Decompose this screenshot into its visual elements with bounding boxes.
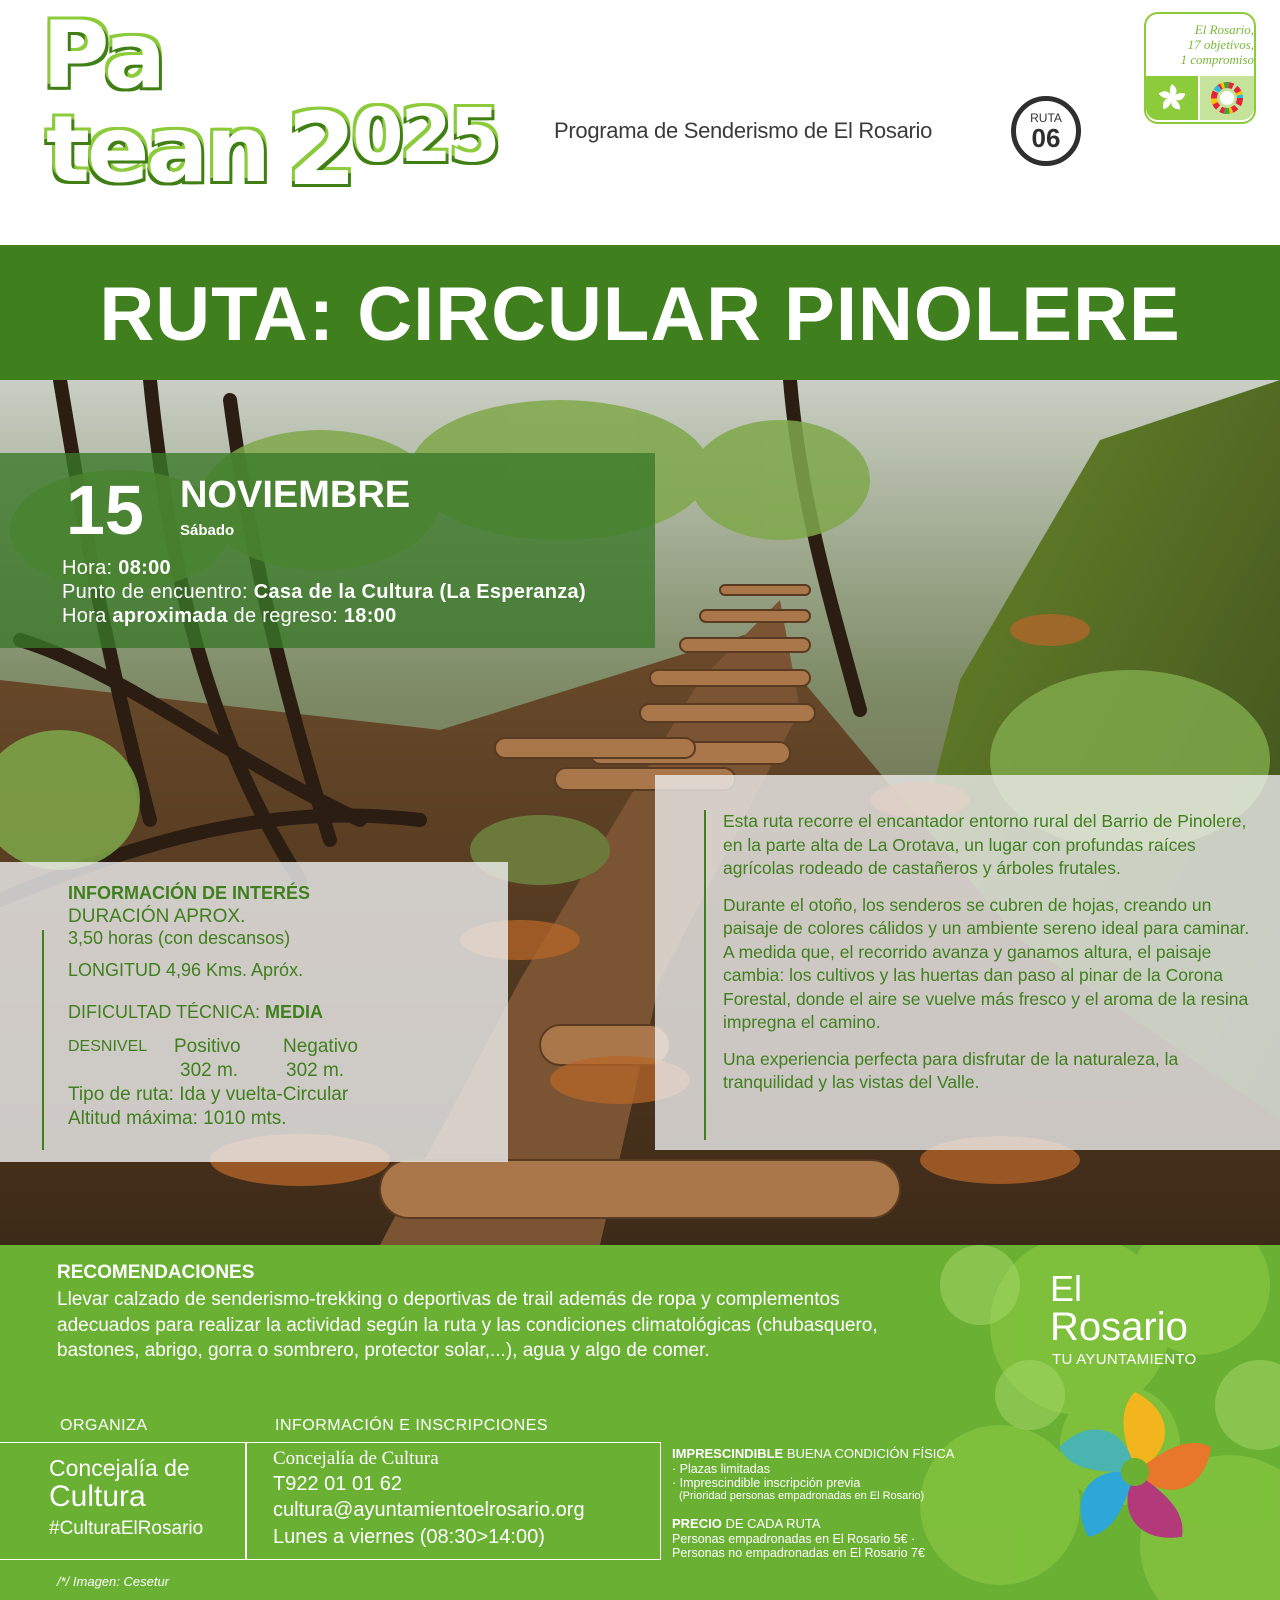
price-heading xyxy=(672,1516,821,1531)
inscripciones-email[interactable]: cultura@ayuntamientoelrosario.org xyxy=(273,1499,585,1521)
description-divider xyxy=(704,810,706,1140)
return-time-label: Hora xyxy=(62,605,113,627)
organiza-hashtag: #CulturaElRosario xyxy=(49,1518,204,1539)
info-divider xyxy=(42,930,44,1150)
inscripciones-phone[interactable]: T922 01 01 62 xyxy=(273,1473,402,1495)
ods-text-line: 1 compromiso xyxy=(1180,52,1254,67)
condition-heading-bold: IMPRESCINDIBLE xyxy=(672,1446,784,1461)
organiza-line2: Cultura xyxy=(49,1480,146,1513)
logo-year-2: 2 xyxy=(287,91,353,208)
meeting-point-value: Casa de la Cultura (La Esperanza) xyxy=(253,581,586,603)
ayuntamiento-sun-logo-icon xyxy=(1045,1382,1225,1562)
inscripciones-org: Concejalía de Cultura xyxy=(273,1448,439,1469)
description-paragraph: Durante el otoño, los senderos se cubren de hojas, creando un paisaje de colores cálidos y un ambiente sereno ideal para caminar. A medida que, el recorrido avanza y ganamos altura, el paisaje cambia: los cultivos y las huertas dan paso al pinar de la Corona Forestal, donde el aire se vuelve más fresco y el aroma de la resina impregna el camino. xyxy=(723,894,1250,1032)
price-item: Personas no empadronadas en El Rosario 7€ xyxy=(672,1546,925,1560)
ayuntamiento-line2: Rosario xyxy=(1050,1305,1188,1349)
return-time xyxy=(62,604,397,628)
difficulty-value: MEDIA xyxy=(265,1002,324,1022)
start-time-value: 08:00 xyxy=(118,557,171,579)
price-heading-rest: DE CADA RUTA xyxy=(721,1516,821,1531)
difficulty-label: DIFICULTAD TÉCNICA: xyxy=(68,1002,266,1022)
sdg-wheel-icon xyxy=(1200,76,1254,120)
condition-note: (Prioridad personas empadronadas en El Rosario) xyxy=(679,1490,925,1502)
condition-item: · Imprescindible inscripción previa xyxy=(672,1476,861,1490)
start-time xyxy=(62,556,171,580)
price-heading-bold: PRECIO xyxy=(672,1516,722,1531)
description-paragraph: Esta ruta recorre el encantador entorno rural del Barrio de Pinolere, en la parte alta de La Orotava, un lugar con profundas raíces agrícolas rodeado de castañeros y árboles frutales. xyxy=(723,811,1247,878)
logo-pa: Pa xyxy=(42,2,164,109)
description-paragraph: Una experiencia perfecta para disfrutar de la naturaleza, la tranquilidad y las vistas del Valle. xyxy=(723,1048,1179,1092)
logo-year-025: 025 xyxy=(352,93,498,179)
route-title: RUTA: CIRCULAR PINOLERE xyxy=(99,272,1181,357)
difficulty xyxy=(68,1002,323,1023)
info-heading: INFORMACIÓN DE INTERÉS xyxy=(68,883,311,903)
date-day: 15 xyxy=(66,471,144,549)
ods-text xyxy=(1164,22,1254,67)
return-time-label-end: de regreso: xyxy=(227,605,344,627)
price-item: Personas empadronadas en El Rosario 5€ · xyxy=(672,1532,916,1546)
recommendations-text: Llevar calzado de senderismo-trekking o deportivas de trail además de ropa y complementos adecuados para realizar la actividad según la ruta y las condiciones climatológicas (chubasquero, bastones, abrigo, gorra o sombrero, protector solar,...), agua y algo de comer. xyxy=(57,1289,878,1361)
date-month: NOVIEMBRE xyxy=(180,474,411,516)
duration-value: 3,50 horas (con descansos) xyxy=(68,928,291,948)
elevation-label: DESNIVEL xyxy=(68,1038,148,1055)
ods-text-line: 17 objetivos, xyxy=(1187,37,1254,52)
max-altitude: Altitud máxima: 1010 mts. xyxy=(68,1108,287,1129)
positive-value: 302 m. xyxy=(180,1060,239,1081)
meeting-point xyxy=(62,580,586,604)
return-time-value: 18:00 xyxy=(343,605,397,627)
condition-heading-rest: BUENA CONDICIÓN FÍSICA xyxy=(783,1446,955,1461)
date-weekday: Sábado xyxy=(180,522,235,539)
meeting-point-label: Punto de encuentro: xyxy=(62,581,254,603)
rosario-sun-icon xyxy=(1146,76,1198,120)
condition-item: · Plazas limitadas xyxy=(672,1462,770,1476)
return-time-label-bold: aproximada xyxy=(112,605,228,627)
description-text xyxy=(723,810,1253,1108)
negative-label: Negativo xyxy=(283,1036,358,1057)
route-type: Tipo de ruta: Ida y vuelta-Circular xyxy=(68,1084,349,1105)
image-credit: /*/ Imagen: Cesetur xyxy=(57,1574,169,1589)
ruta-badge-label: RUTA xyxy=(1030,111,1062,125)
organiza-line1: Concejalía de xyxy=(49,1455,190,1481)
length-value: LONGITUD 4,96 Kms. Apróx. xyxy=(68,960,304,980)
ods-text-line: El Rosario, xyxy=(1194,22,1254,37)
ayuntamiento-line1: El xyxy=(1050,1268,1083,1309)
ruta-badge xyxy=(1011,96,1081,166)
ruta-badge-number: 06 xyxy=(1031,123,1061,153)
negative-value: 302 m. xyxy=(286,1060,345,1081)
duration-label: DURACIÓN APROX. xyxy=(68,906,246,927)
ayuntamiento-line3: TU AYUNTAMIENTO xyxy=(1052,1351,1197,1368)
condition-heading xyxy=(672,1446,954,1461)
recommendations-title: RECOMENDACIONES xyxy=(57,1262,255,1283)
organiza-label: ORGANIZA xyxy=(60,1417,148,1434)
program-title: Programa de Senderismo de El Rosario xyxy=(554,118,933,143)
positive-label: Positivo xyxy=(174,1036,241,1057)
logo-tean: tean xyxy=(46,96,268,203)
inscripciones-hours: Lunes a viernes (08:30>14:00) xyxy=(273,1526,545,1548)
start-time-label: Hora: xyxy=(62,557,119,579)
inscripciones-label: INFORMACIÓN E INSCRIPCIONES xyxy=(275,1417,549,1434)
